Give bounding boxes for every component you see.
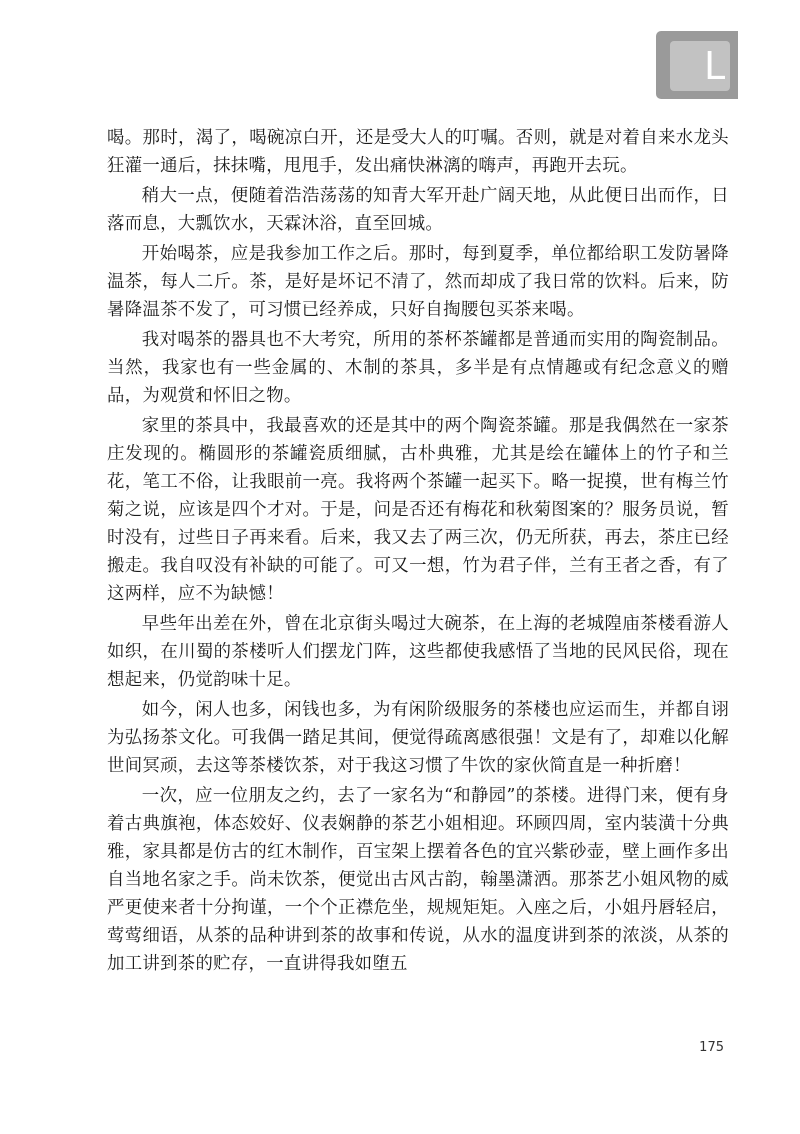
paragraph-3: 开始喝茶，应是我参加工作之后。那时，每到夏季，单位都给职工发防暑降温茶，每人二斤。茶，是好是坏记不清了，然而却成了我日常的饮料。后来，防暑降温茶不发了，可习惯已经养成，只好自掏腰包买茶来喝。 — [107, 244, 729, 320]
paragraph-2: 稍大一点，便随着浩浩荡荡的知青大军开赴广阔天地，从此便日出而作，日落而息，大瓢饮水，天霖沐浴，直至回城。 — [107, 186, 729, 234]
paragraph-5: 家里的茶具中，我最喜欢的还是其中的两个陶瓷茶罐。那是我偶然在一家茶庄发现的。椭圆形的茶罐瓷质细腻，古朴典雅，尤其是绘在罐体上的竹子和兰花，笔工不俗，让我眼前一亮。我将两个茶罐一起买下。略一捉摸，世有梅兰竹菊之说，应该是四个才对。于是，问是否还有梅花和秋菊图案的？服务员说，暂时没有，过些日子再来看。后来，我又去了两三次，仍无所获，再去，茶庄已经搬走。我自叹没有补缺的可能了。可又一想，竹为君子伴，兰有王者之香，有了这两样，应不为缺憾！ — [107, 416, 729, 604]
page-number: 175 — [699, 1040, 724, 1055]
section-tab — [656, 31, 738, 99]
section-letter: L — [704, 44, 726, 88]
body-text — [107, 124, 729, 980]
paragraph-6: 早些年出差在外，曾在北京街头喝过大碗茶，在上海的老城隍庙茶楼看游人如织，在川蜀的茶楼听人们摆龙门阵，这些都使我感悟了当地的民风民俗，现在想起来，仍觉韵味十足。 — [107, 614, 729, 690]
paragraph-4: 我对喝茶的器具也不大考究，所用的茶杯茶罐都是普通而实用的陶瓷制品。当然，我家也有一些金属的、木制的茶具，多半是有点情趣或有纪念意义的赠品，为观赏和怀旧之物。 — [107, 330, 729, 406]
paragraph-7: 如今，闲人也多，闲钱也多，为有闲阶级服务的茶楼也应运而生，并都自诩为弘扬茶文化。可我偶一踏足其间，便觉得疏离感很强！文是有了，却难以化解世间冥顽，去这等茶楼饮茶，对于我这习惯了牛饮的家伙简直是一种折磨！ — [107, 700, 729, 776]
paragraph-8: 一次，应一位朋友之约，去了一家名为“和静园”的茶楼。进得门来，便有身着古典旗袍，体态姣好、仪表娴静的茶艺小姐相迎。环顾四周，室内装潢十分典雅，家具都是仿古的红木制作，百宝架上摆着各色的宜兴紫砂壶，壁上画作多出自当地名家之手。尚未饮茶，便觉出古风古韵，翰墨潇洒。那茶艺小姐风物的威严更使来者十分拘谨，一个个正襟危坐，规规矩矩。入座之后，小姐丹唇轻启，莺莺细语，从茶的品种讲到茶的故事和传说，从水的温度讲到茶的浓淡，从茶的加工讲到茶的贮存，一直讲得我如堕五 — [107, 786, 729, 974]
paragraph-1: 喝。那时，渴了，喝碗凉白开，还是受大人的叮嘱。否则，就是对着自来水龙头狂灌一通后，抹抹嘴，甩甩手，发出痛快淋漓的嗨声，再跑开去玩。 — [107, 128, 729, 176]
